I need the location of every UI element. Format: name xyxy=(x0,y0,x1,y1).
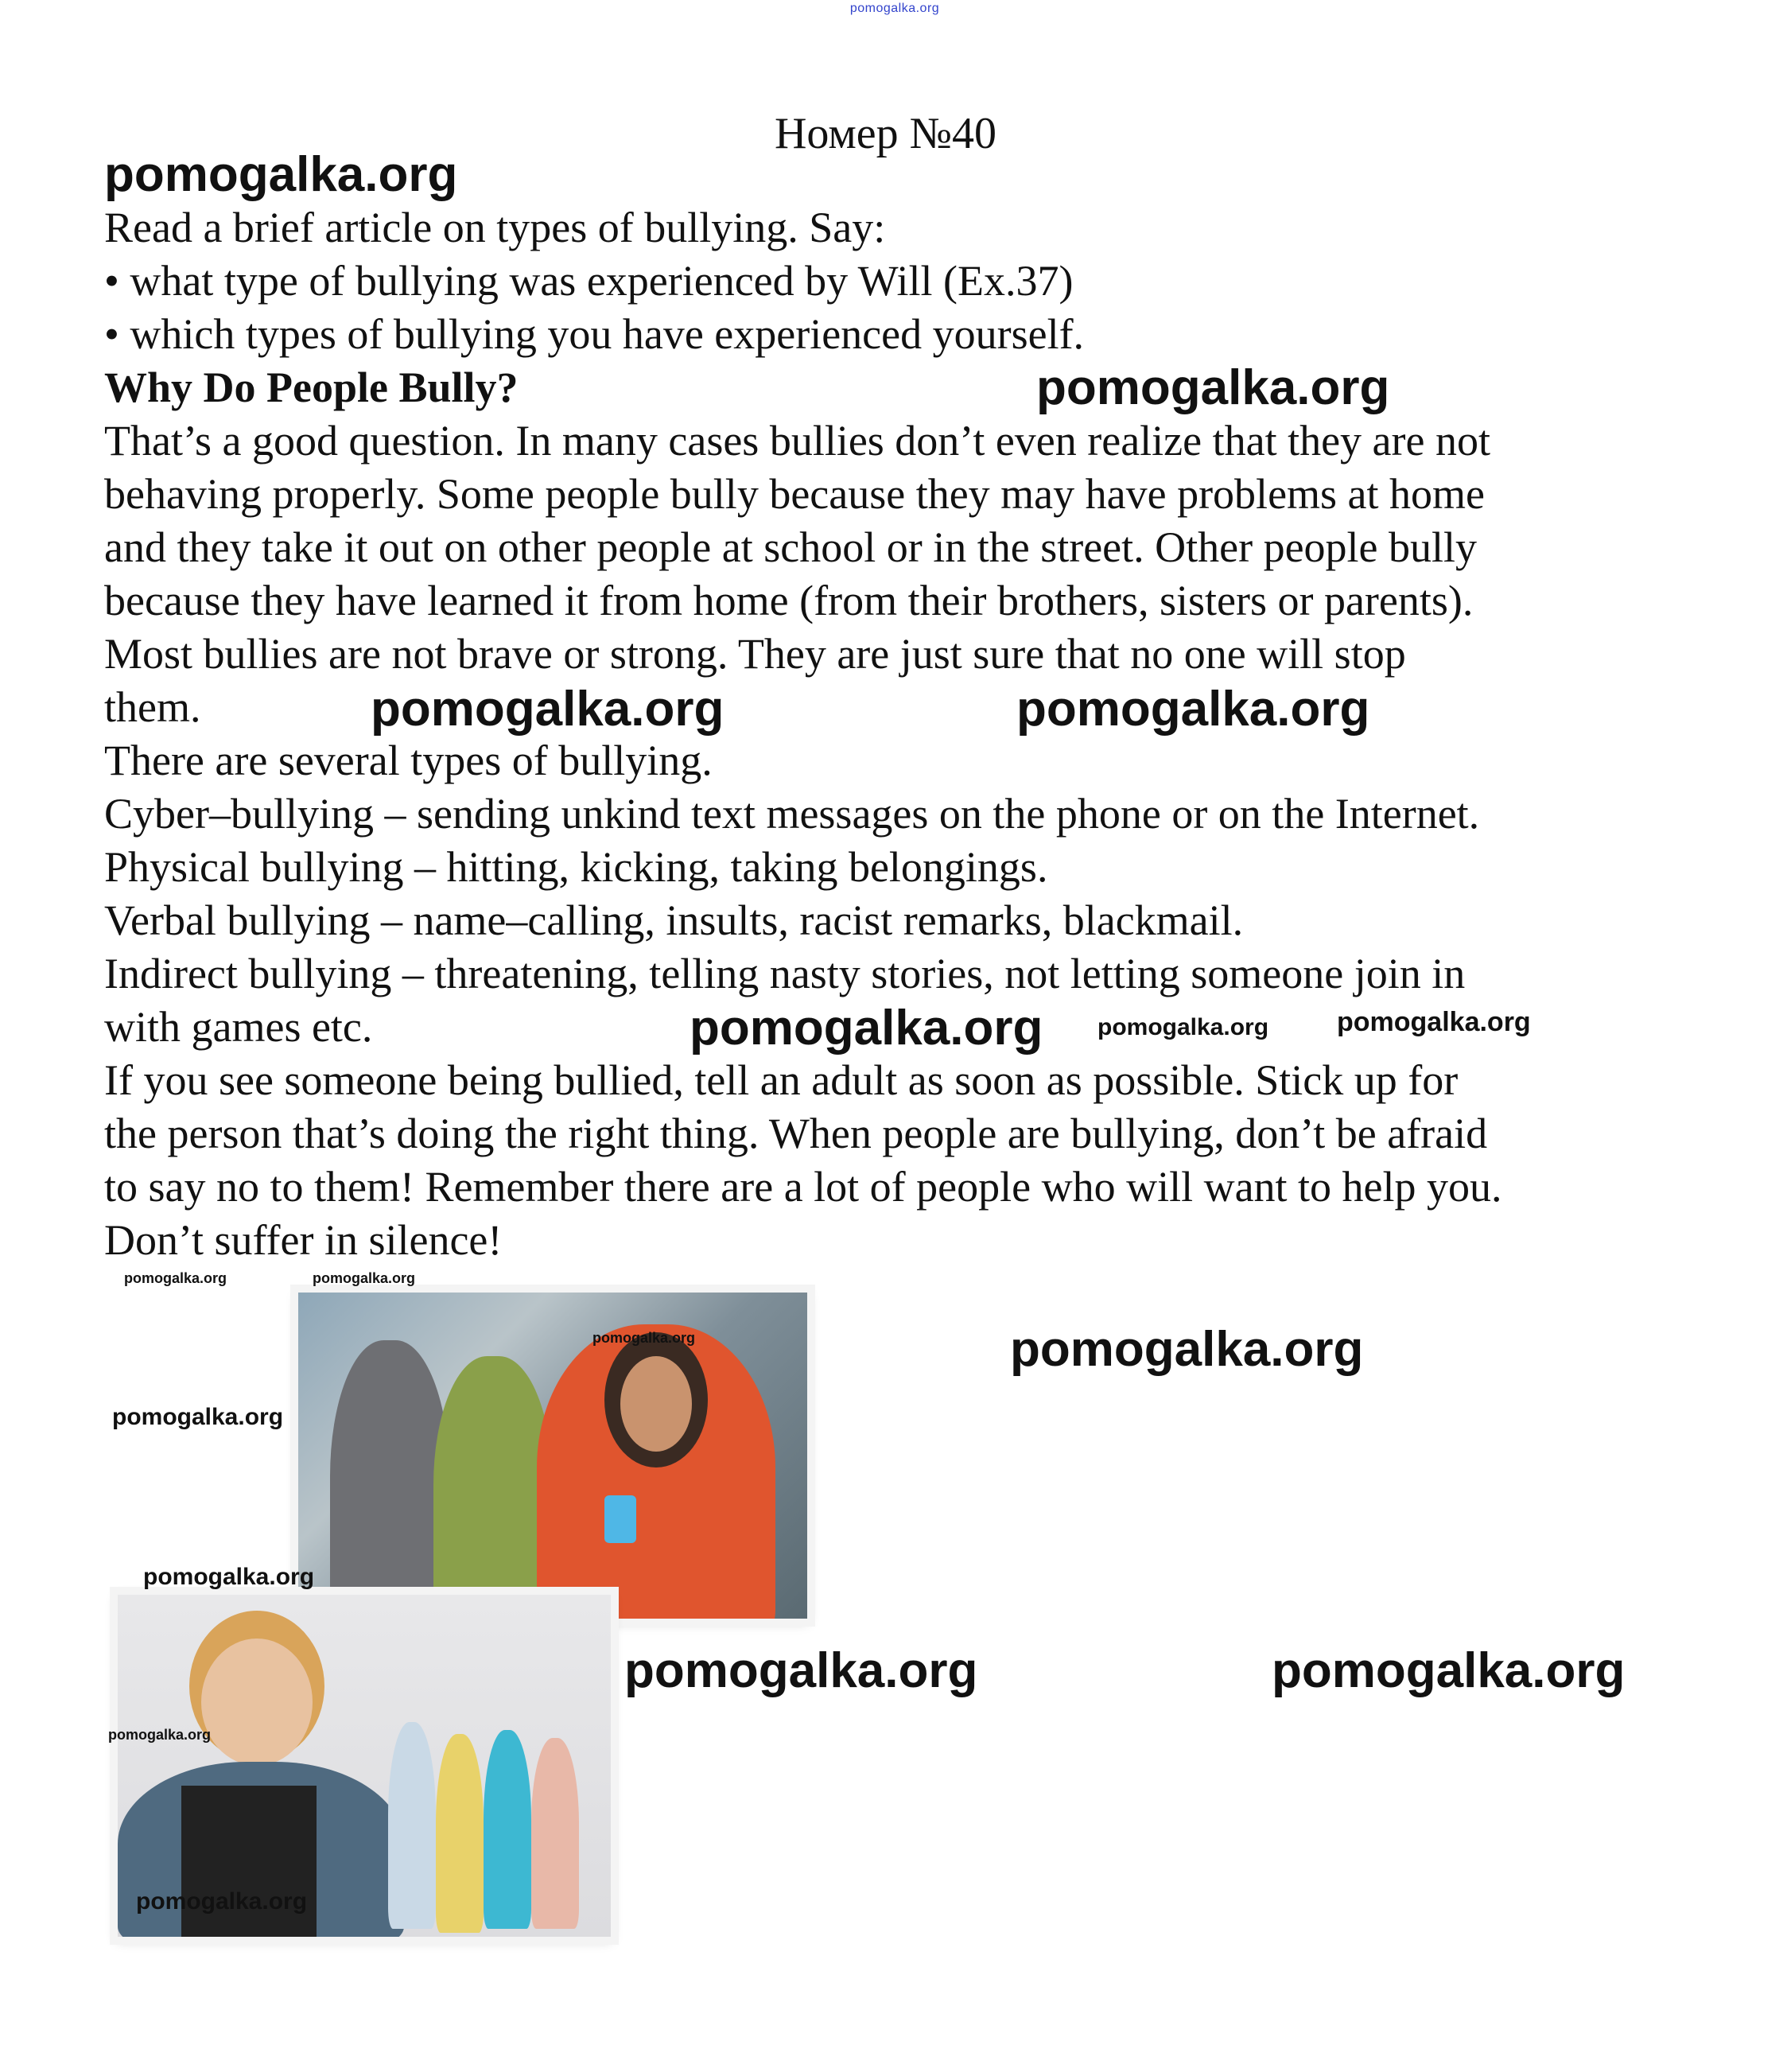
types-intro: There are several types of bullying. xyxy=(104,737,713,784)
watermark: pomogalka.org xyxy=(136,1888,308,1915)
watermark: pomogalka.org xyxy=(1016,682,1370,737)
watermark: pomogalka.org xyxy=(1097,1014,1269,1040)
watermark: pomogalka.org xyxy=(690,1001,1043,1055)
photo-boy-excluded xyxy=(118,1595,611,1937)
paragraph-line: to say no to them! Remember there are a lot of people who will want to help you. xyxy=(104,1163,1502,1211)
task-bullet: • which types of bullying you have experienced yourself. xyxy=(104,310,1085,358)
watermark: pomogalka.org xyxy=(1272,1643,1626,1698)
watermark: pomogalka.org xyxy=(1337,1007,1531,1037)
watermark: pomogalka.org xyxy=(313,1270,416,1286)
paragraph-line: If you see someone being bullied, tell an adult as soon as possible. Stick up for xyxy=(104,1056,1459,1104)
task-bullet: • what type of bullying was experienced by Will (Ex.37) xyxy=(104,257,1074,305)
bullying-type: Verbal bullying – name–calling, insults, racist remarks, blackmail. xyxy=(104,896,1244,944)
paragraph-line: behaving properly. Some people bully because they may have problems at home xyxy=(104,470,1485,518)
paragraph-line: them. xyxy=(104,683,201,731)
watermark: pomogalka.org xyxy=(371,682,725,737)
watermark: pomogalka.org xyxy=(108,1727,212,1743)
watermark: pomogalka.org xyxy=(112,1404,284,1430)
watermark: pomogalka.org xyxy=(624,1643,978,1698)
bullying-type: Indirect bullying – threatening, telling nasty stories, not letting someone join in xyxy=(104,950,1466,997)
paragraph-line: Don’t suffer in silence! xyxy=(104,1216,503,1264)
article-heading: Why Do People Bully? xyxy=(104,363,519,411)
paragraph-line: the person that’s doing the right thing. When people are bullying, don’t be afraid xyxy=(104,1110,1488,1157)
paragraph-line: That’s a good question. In many cases bullies don’t even realize that they are not xyxy=(104,417,1490,465)
watermark: pomogalka.org xyxy=(124,1270,227,1286)
bullying-type: Cyber–bullying – sending unkind text messages on the phone or on the Internet. xyxy=(104,790,1480,838)
task-intro: Read a brief article on types of bullying. Say: xyxy=(104,204,886,251)
watermark: pomogalka.org xyxy=(592,1330,696,1346)
watermark: pomogalka.org xyxy=(143,1564,315,1590)
watermark: pomogalka.org xyxy=(104,147,458,202)
site-mark[interactable]: pomogalka.org xyxy=(849,2,940,15)
watermark: pomogalka.org xyxy=(1010,1322,1364,1377)
watermark: pomogalka.org xyxy=(1036,360,1390,415)
bullying-type: Physical bullying – hitting, kicking, taking belongings. xyxy=(104,843,1048,891)
page-title: Номер №40 xyxy=(774,109,997,158)
paragraph-line: and they take it out on other people at school or in the street. Other people bully xyxy=(104,523,1478,571)
paragraph-line: Most bullies are not brave or strong. They are just sure that no one will stop xyxy=(104,630,1406,678)
paragraph-line: because they have learned it from home (from their brothers, sisters or parents). xyxy=(104,577,1474,624)
photo-girls-cyberbullying xyxy=(298,1293,807,1619)
bullying-type: with games etc. xyxy=(104,1003,373,1051)
